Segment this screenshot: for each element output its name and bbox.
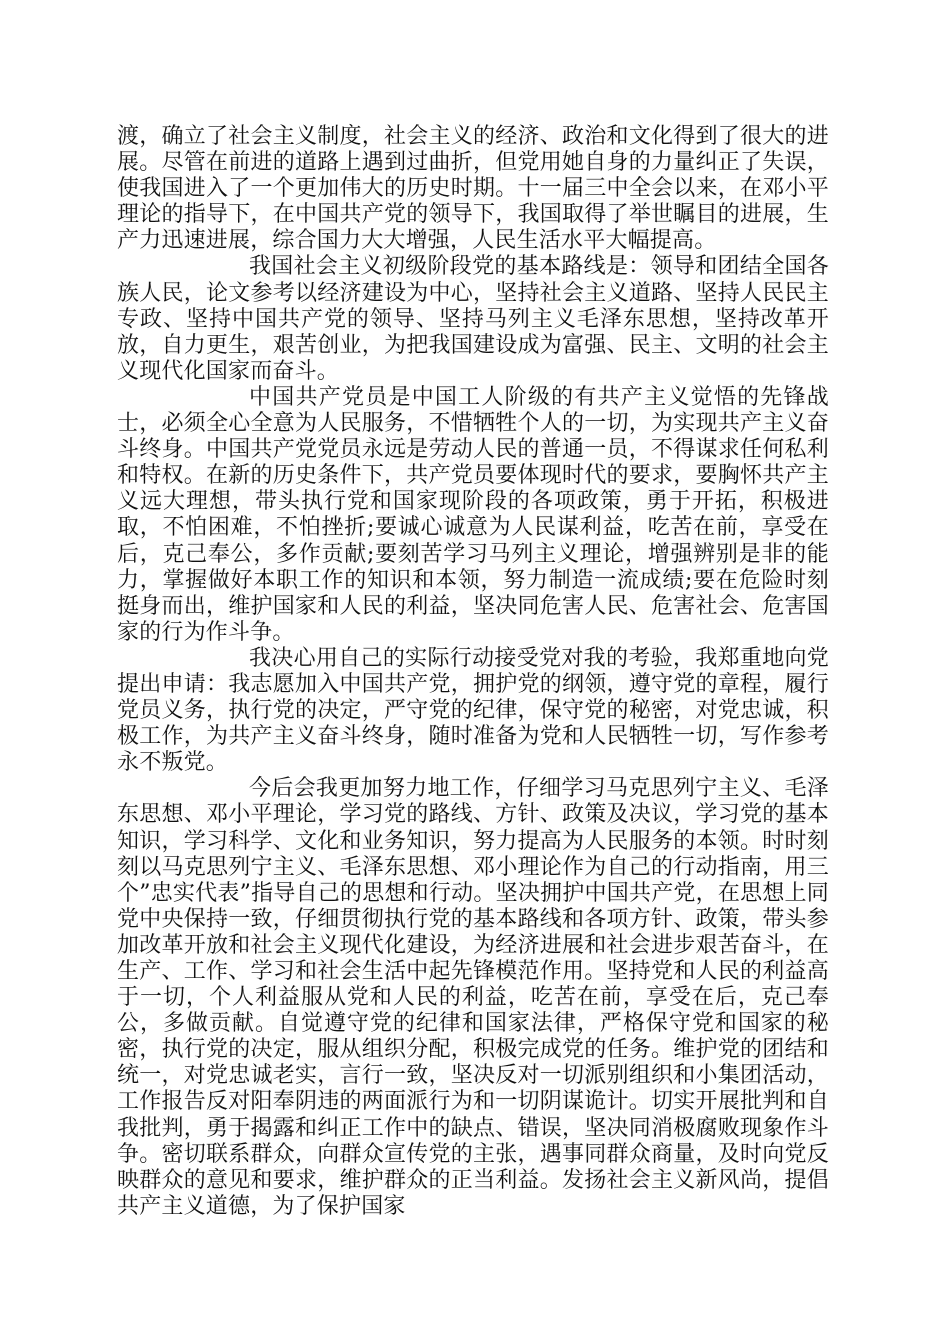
document-body: [117, 124, 829, 1220]
paragraph-continuation: 渡，确立了社会主义制度，社会主义的经济、政治和文化得到了很大的进展。尽管在前进的道路上遇到过曲折，但党用她自身的力量纠正了失误，使我国进入了一个更加伟大的历史时期。十一届三中全会以来，在邓小平理论的指导下，在中国共产党的领导下，我国取得了举世瞩目的进展，生产力迅速进展，综合国力大大增强，人民生活水平大幅提高。: [117, 124, 829, 254]
paragraph-basic-line: 我国社会主义初级阶段党的基本路线是：领导和团结全国各族人民，论文参考以经济建设为中心，坚持社会主义道路、坚持人民民主专政、坚持中国共产党的领导、坚持马列主义毛泽东思想，坚持改革开放，自力更生，艰苦创业，为把我国建设成为富强、民主、文明的社会主义现代化国家而奋斗。: [117, 254, 829, 384]
paragraph-future-commitment: 今后会我更加努力地工作，仔细学习马克思列宁主义、毛泽东思想、邓小平理论，学习党的路线、方针、政策及决议，学习党的基本知识，学习科学、文化和业务知识，努力提高为人民服务的本领。时时刻刻以马克思列宁主义、毛泽东思想、邓小理论作为自己的行动指南，用三个”忠实代表”指导自己的思想和行动。坚决拥护中国共产党，在思想上同党中央保持一致，仔细贯彻执行党的基本路线和各项方针、政策，带头参加改革开放和社会主义现代化建设，为经济进展和社会进步艰苦奋斗，在生产、工作、学习和社会生活中起先锋模范作用。坚持党和人民的利益高于一切，个人利益服从党和人民的利益，吃苦在前，享受在后，克己奉公，多做贡献。自觉遵守党的纪律和国家法律，严格保守党和国家的秘密，执行党的决定，服从组织分配，积极完成党的任务。维护党的团结和统一，对党忠诚老实，言行一致，坚决反对一切派别组织和小集团活动，工作报告反对阳奉阴违的两面派行为和一切阴谋诡计。切实开展批判和自我批判，勇于揭露和纠正工作中的缺点、错误，坚决同消极腐败现象作斗争。密切联系群众，向群众宣传党的主张，遇事同群众商量，及时向党反映群众的意见和要求，维护群众的正当利益。发扬社会主义新风尚，提倡共产主义道德，为了保护国家: [117, 776, 829, 1219]
paragraph-application: 我决心用自己的实际行动接受党对我的考验，我郑重地向党提出申请：我志愿加入中国共产党，拥护党的纲领，遵守党的章程，履行党员义务，执行党的决定，严守党的纪律，保守党的秘密，对党忠诚，积极工作，为共产主义奋斗终身，随时准备为党和人民牺牲一切，写作参考永不叛党。: [117, 645, 829, 776]
paragraph-party-member: 中国共产党员是中国工人阶级的有共产主义觉悟的先锋战士，必须全心全意为人民服务，不惜牺牲个人的一切，为实现共产主义奋斗终身。中国共产党党员永远是劳动人民的普通一员，不得谋求任何私利和特权。在新的历史条件下，共产党员要体现时代的要求，要胸怀共产主义远大理想，带头执行党和国家现阶段的各项政策，勇于开拓，积极进取，不怕困难，不怕挫折;要诚心诚意为人民谋利益，吃苦在前，享受在后，克己奉公，多作贡献;要刻苦学习马列主义理论，增强辨别是非的能力，掌握做好本职工作的知识和本领，努力制造一流成绩;要在危险时刻挺身而出，维护国家和人民的利益，坚决同危害人民、危害社会、危害国家的行为作斗争。: [117, 384, 829, 645]
